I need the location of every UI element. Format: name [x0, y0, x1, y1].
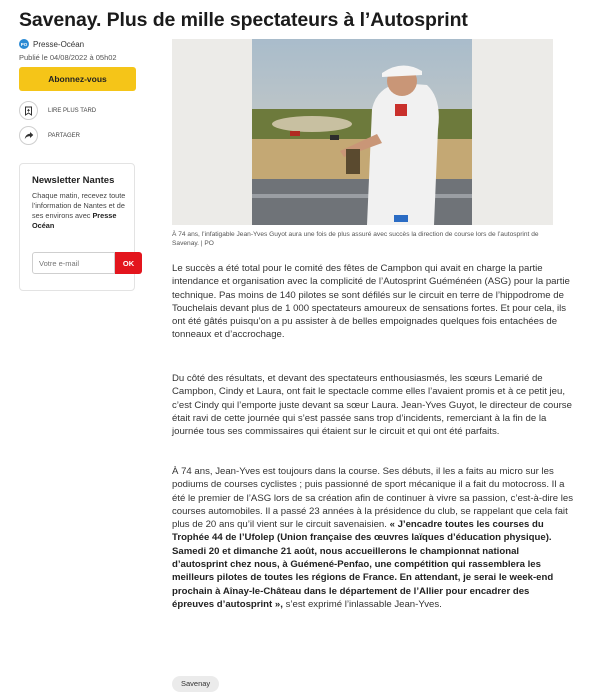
read-later-button[interactable]	[19, 101, 96, 120]
source-name[interactable]: Presse-Océan	[33, 39, 85, 49]
photo-caption: À 74 ans, l’infatigable Jean-Yves Guyot aura une fois de plus assuré avec succès la direction de course lors de l’autosprint de Savenay. | PO	[172, 231, 539, 247]
newsletter-box	[19, 163, 135, 291]
tag-savenay[interactable]: Savenay	[172, 676, 219, 692]
share-arrow-icon	[19, 126, 38, 145]
bookmark-icon	[19, 101, 38, 120]
article-paragraph-2: Du côté des résultats, et devant des spectateurs enthousiasmés, les sœurs Lemarié de Campbon, Cindy et Laura, ont fait le spectacle comme elles l’avaient promis et à ce petit jeu, c’est Cindy qui l’emporte juste devant sa sœur Laura. Jean-Yves Guyot, le directeur de course était ravi de cette journée qui s’est passée sans trop d’incidents, remerciant à la fin de la journée tous ses commissaires qui étaient sur le circuit et qui ont été parfaits.	[172, 373, 572, 438]
paragraph-3-quote: « J’encadre toutes les courses du Trophée 44 de l’Ufolep (Union française des œuvres laïques d’éducation physique). Samedi 20 et dimanche 21 août, nous accueillerons le championnat national d’autosprint chez nous, à Guémené-Penfao, une compétition qui rassemblera les meilleurs pilotes de toutes les régions de France. En attendant, je serai le week-end prochain à Aînay-le-Château dans le département de l’Allier pour encadrer des épreuves d’autosprint »,	[172, 519, 554, 610]
share-button[interactable]	[19, 126, 80, 145]
publish-date: Publié le 04/08/2022 à 05h02	[19, 53, 117, 62]
subscribe-button[interactable]: Abonnez-vous	[19, 67, 136, 91]
article-photo	[172, 39, 553, 225]
newsletter-brand: Presse Océan	[32, 211, 117, 230]
newsletter-text: Chaque matin, recevez toute l’information de Nantes et de ses environs avec	[32, 191, 126, 220]
newsletter-submit-button[interactable]: OK	[115, 252, 142, 274]
share-label: PARTAGER	[48, 132, 81, 139]
paragraph-3-intro: À 74 ans, Jean-Yves est toujours dans la course. Ses débuts, il les a faits au micro sur les podiums de courses cyclistes ; puis passionné de sport mécanique il a fait du motocross. Il a été le premier de l’ASG lors de sa création afin de continuer à vivre sa passion, c’est-à-dire les courses automobiles. Il a passé 23 années à la présidence du club, se rappelant que cela fait plus de 20 ans qu’il vient sur le circuit savenaisien.	[172, 466, 573, 531]
paragraph-3-outro: s’est exprimé l’inlassable Jean-Yves.	[285, 598, 442, 610]
article-title: Savenay. Plus de mille spectateurs à l’Autosprint	[19, 9, 468, 31]
newsletter-title: Newsletter Nantes	[32, 175, 115, 186]
presse-ocean-logo-icon: PO	[19, 39, 29, 49]
article-paragraph-3	[172, 465, 573, 611]
article-paragraph-1: Le succès a été total pour le comité des fêtes de Campbon qui avait en charge la partie intendance et organisation avec la complicité de l’Autosprint Guéménéen (ASG) pour la partie technique. Pas moins de 140 pilotes se sont défilés sur le circuit en terre de l’hippodrome de Touchelais devant plus de 1 000 spectateurs amoureux de sensations fortes. Et pour cela, ils ont été gâtés puisqu’on a pu assister à de belles empoignades quelques fois entachées de tonneaux et d’accrochage.	[172, 263, 570, 341]
email-input[interactable]	[32, 252, 115, 274]
source-line	[19, 39, 84, 49]
newsletter-description	[32, 191, 128, 231]
read-later-label: LIRE PLUS TARD	[48, 107, 97, 114]
